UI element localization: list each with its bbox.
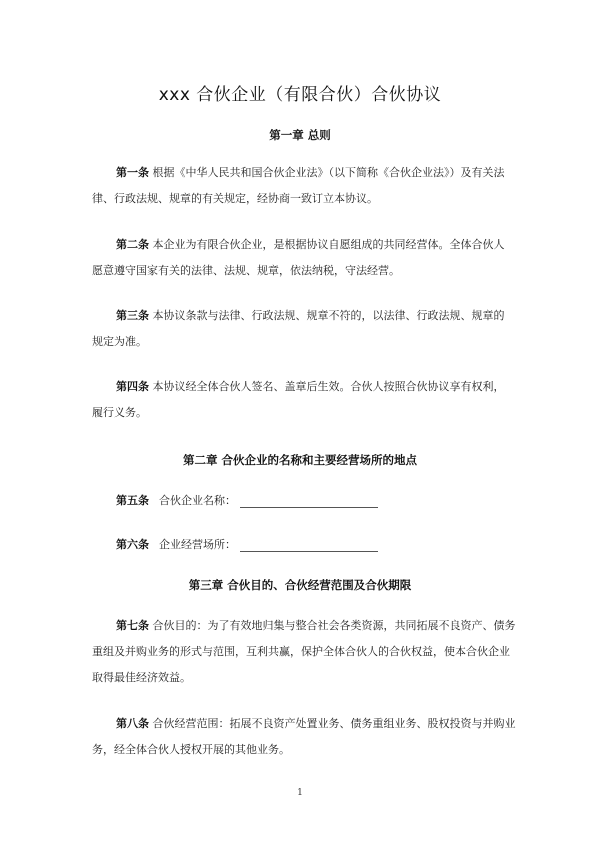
article-5 (116, 492, 378, 508)
article-2-text: 本企业为有限合伙企业，是根据协议自愿组成的共同经营体。全体合伙人愿意遵守国家有关的法律、法规、规章，依法纳税，守法经营。 (92, 238, 505, 277)
article-7 (92, 613, 516, 691)
business-address-blank (240, 539, 378, 552)
chapter-3-heading: 第三章 合伙目的、合伙经营范围及合伙期限 (188, 578, 412, 592)
article-1-label: 第一条 (116, 166, 149, 179)
article-2-label: 第二条 (116, 238, 149, 251)
article-3 (92, 303, 512, 355)
enterprise-name-blank (240, 495, 378, 508)
article-4-label: 第四条 (116, 380, 149, 393)
chapter-2-heading: 第二章 合伙企业的名称和主要经营场所的地点 (182, 453, 417, 467)
document-title: xxx 合伙企业（有限合伙）合伙协议 (158, 85, 442, 105)
article-6-label: 第六条 (116, 538, 149, 551)
article-1-text: 根据《中华人民共和国合伙企业法》（以下简称《合伙企业法》）及有关法律、行政法规、规章的有关规定，经协商一致订立本协议。 (92, 166, 505, 205)
article-3-text: 本协议条款与法律、行政法规、规章不符的，以法律、行政法规、规章的规定为准。 (92, 309, 505, 348)
article-3-label: 第三条 (116, 309, 149, 322)
article-6-text: 企业经营场所： (159, 538, 236, 551)
article-7-label: 第七条 (116, 619, 149, 632)
article-7-text: 合伙目的：为了有效地归集与整合社会各类资源，共同拓展不良资产、债务重组及并购业务的形式与范围，互利共赢，保护全体合伙人的合伙权益，使本合伙企业取得最佳经济效益。 (92, 619, 516, 684)
article-5-text: 合伙企业名称： (159, 494, 236, 507)
chapter-1-heading: 第一章 总则 (269, 128, 331, 142)
page-number: 1 (297, 788, 303, 798)
article-8-label: 第八条 (116, 717, 149, 730)
article-1 (92, 160, 512, 212)
article-4-text: 本协议经全体合伙人签名、盖章后生效。合伙人按照合伙协议享有权利，履行义务。 (92, 380, 505, 419)
article-4 (92, 374, 512, 426)
article-6 (116, 536, 378, 552)
article-5-label: 第五条 (116, 494, 149, 507)
article-2 (92, 232, 512, 284)
article-8-text: 合伙经营范围：拓展不良资产处置业务、债务重组业务、股权投资与并购业务，经全体合伙人授权开展的其他业务。 (92, 717, 516, 756)
article-8 (92, 711, 516, 763)
